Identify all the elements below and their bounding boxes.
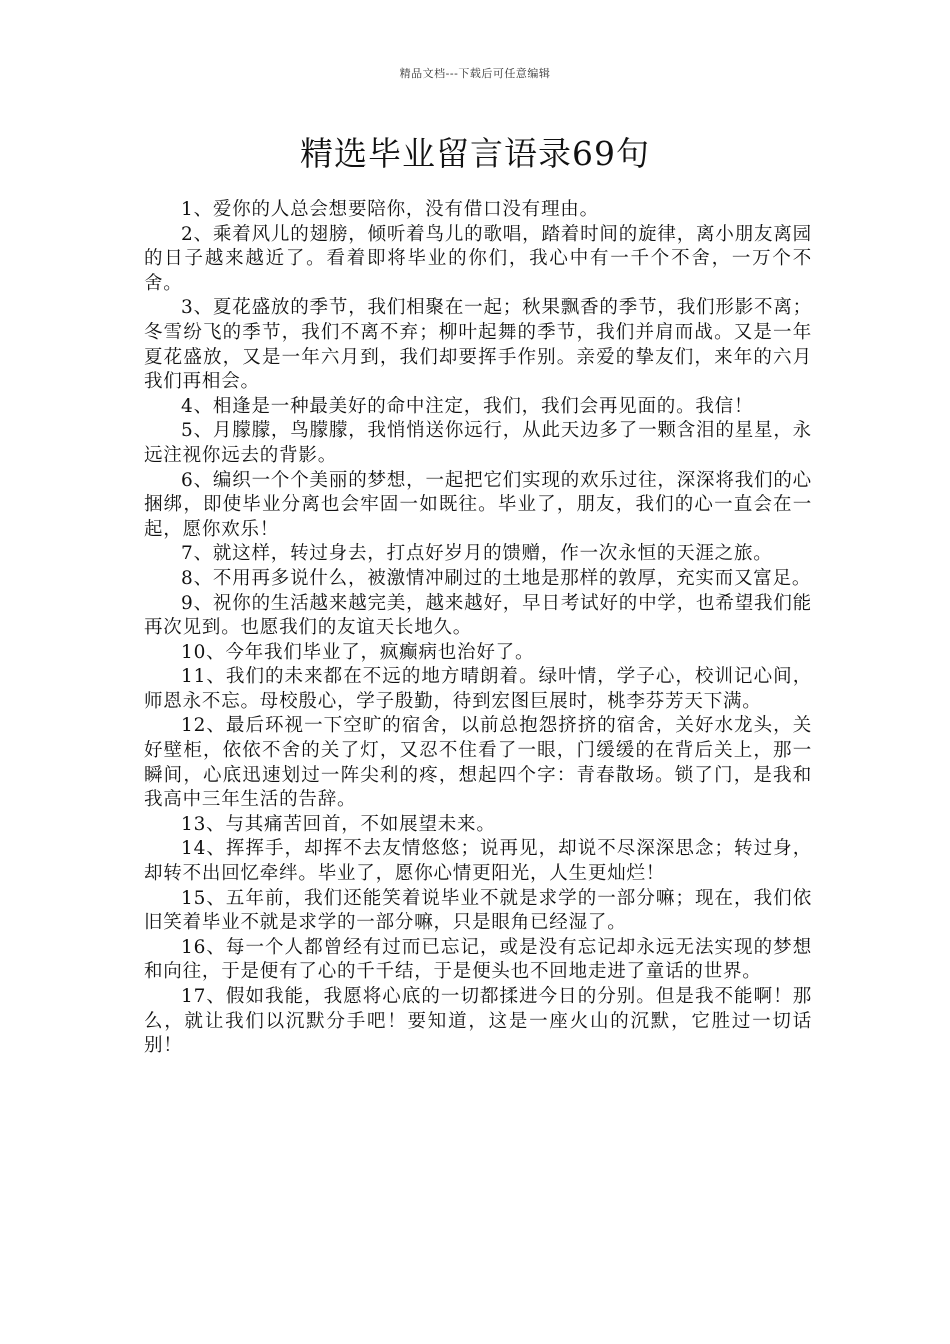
- paragraph: 11、我们的未来都在不远的地方晴朗着。绿叶情，学子心，校训记心间，师恩永不忘。母校殷心，学子殷勤，待到宏图巨展时，桃李芬芳天下满。: [144, 666, 812, 712]
- paragraph: 6、编织一个个美丽的梦想，一起把它们实现的欢乐过往，深深将我们的心捆绑，即使毕业分离也会牢固一如既往。毕业了，朋友，我们的心一直会在一起，愿你欢乐！: [144, 469, 812, 540]
- paragraph: 7、就这样，转过身去，打点好岁月的馈赠，作一次永恒的天涯之旅。: [181, 543, 773, 565]
- paragraph: 14、挥挥手，却挥不去友情悠悠；说再见，却说不尽深深思念；转过身，却转不出回忆牵绊。毕业了，愿你心情更阳光，人生更灿烂！: [144, 838, 812, 885]
- paragraph: 16、每一个人都曾经有过而已忘记，或是没有忘记却永远无法实现的梦想和向往，于是便有了心的千千结，于是便头也不回地走进了童话的世界。: [144, 936, 812, 983]
- paragraph: 12、最后环视一下空旷的宿舍，以前总抱怨挤挤的宿舍，关好水龙头，关好壁柜，依依不舍的关了灯，又忍不住看了一眼，门缓缓的在背后关上，那一瞬间，心底迅速划过一阵尖利的疼，想起四个字：青春散场。锁了门，是我和我高中三年生活的告辞。: [144, 715, 812, 811]
- paragraph: 2、乘着风儿的翅膀，倾听着鸟儿的歌唱，踏着时间的旋律，离小朋友离园的日子越来越近了。看着即将毕业的你们，我心中有一千个不舍，一万个不舍。: [144, 223, 812, 294]
- paragraph: 15、五年前，我们还能笑着说毕业不就是求学的一部分嘛；现在，我们依旧笑着毕业不就是求学的一部分嘛，只是眼角已经湿了。: [144, 887, 812, 934]
- paragraph: 17、假如我能，我愿将心底的一切都揉进今日的分别。但是我不能啊！那么，就让我们以沉默分手吧！要知道，这是一座火山的沉默，它胜过一切话别！: [144, 986, 812, 1057]
- document-title: 精选毕业留言语录69句: [300, 134, 650, 173]
- paragraph: 1、爱你的人总会想要陪你，没有借口没有理由。: [181, 199, 599, 220]
- header-note: 精品文档---下载后可任意编辑: [399, 67, 551, 80]
- document-body: [144, 198, 812, 1059]
- paragraph: 9、祝你的生活越来越完美，越来越好，早日考试好的中学，也希望我们能再次见到。也愿我们的友谊天长地久。: [144, 592, 812, 639]
- paragraph: 3、夏花盛放的季节，我们相聚在一起；秋果飘香的季节，我们形影不离；冬雪纷飞的季节，我们不离不弃；柳叶起舞的季节，我们并肩而战。又是一年夏花盛放，又是一年六月到，我们却要挥手作别。亲爱的挚友们，来年的六月我们再相会。: [144, 297, 812, 393]
- paragraph: 8、不用再多说什么，被激情冲刷过的土地是那样的敦厚，充实而又富足。: [181, 567, 812, 589]
- paragraph: 13、与其痛苦回首，不如展望未来。: [181, 813, 496, 835]
- paragraph: 4、相逢是一种最美好的命中注定，我们，我们会再见面的。我信！: [181, 395, 754, 417]
- paragraph: 10、今年我们毕业了，疯癫病也治好了。: [181, 641, 535, 663]
- paragraph: 5、月朦朦，鸟朦朦，我悄悄送你远行，从此天边多了一颗含泪的星星，永远注视你远去的背影。: [144, 420, 812, 466]
